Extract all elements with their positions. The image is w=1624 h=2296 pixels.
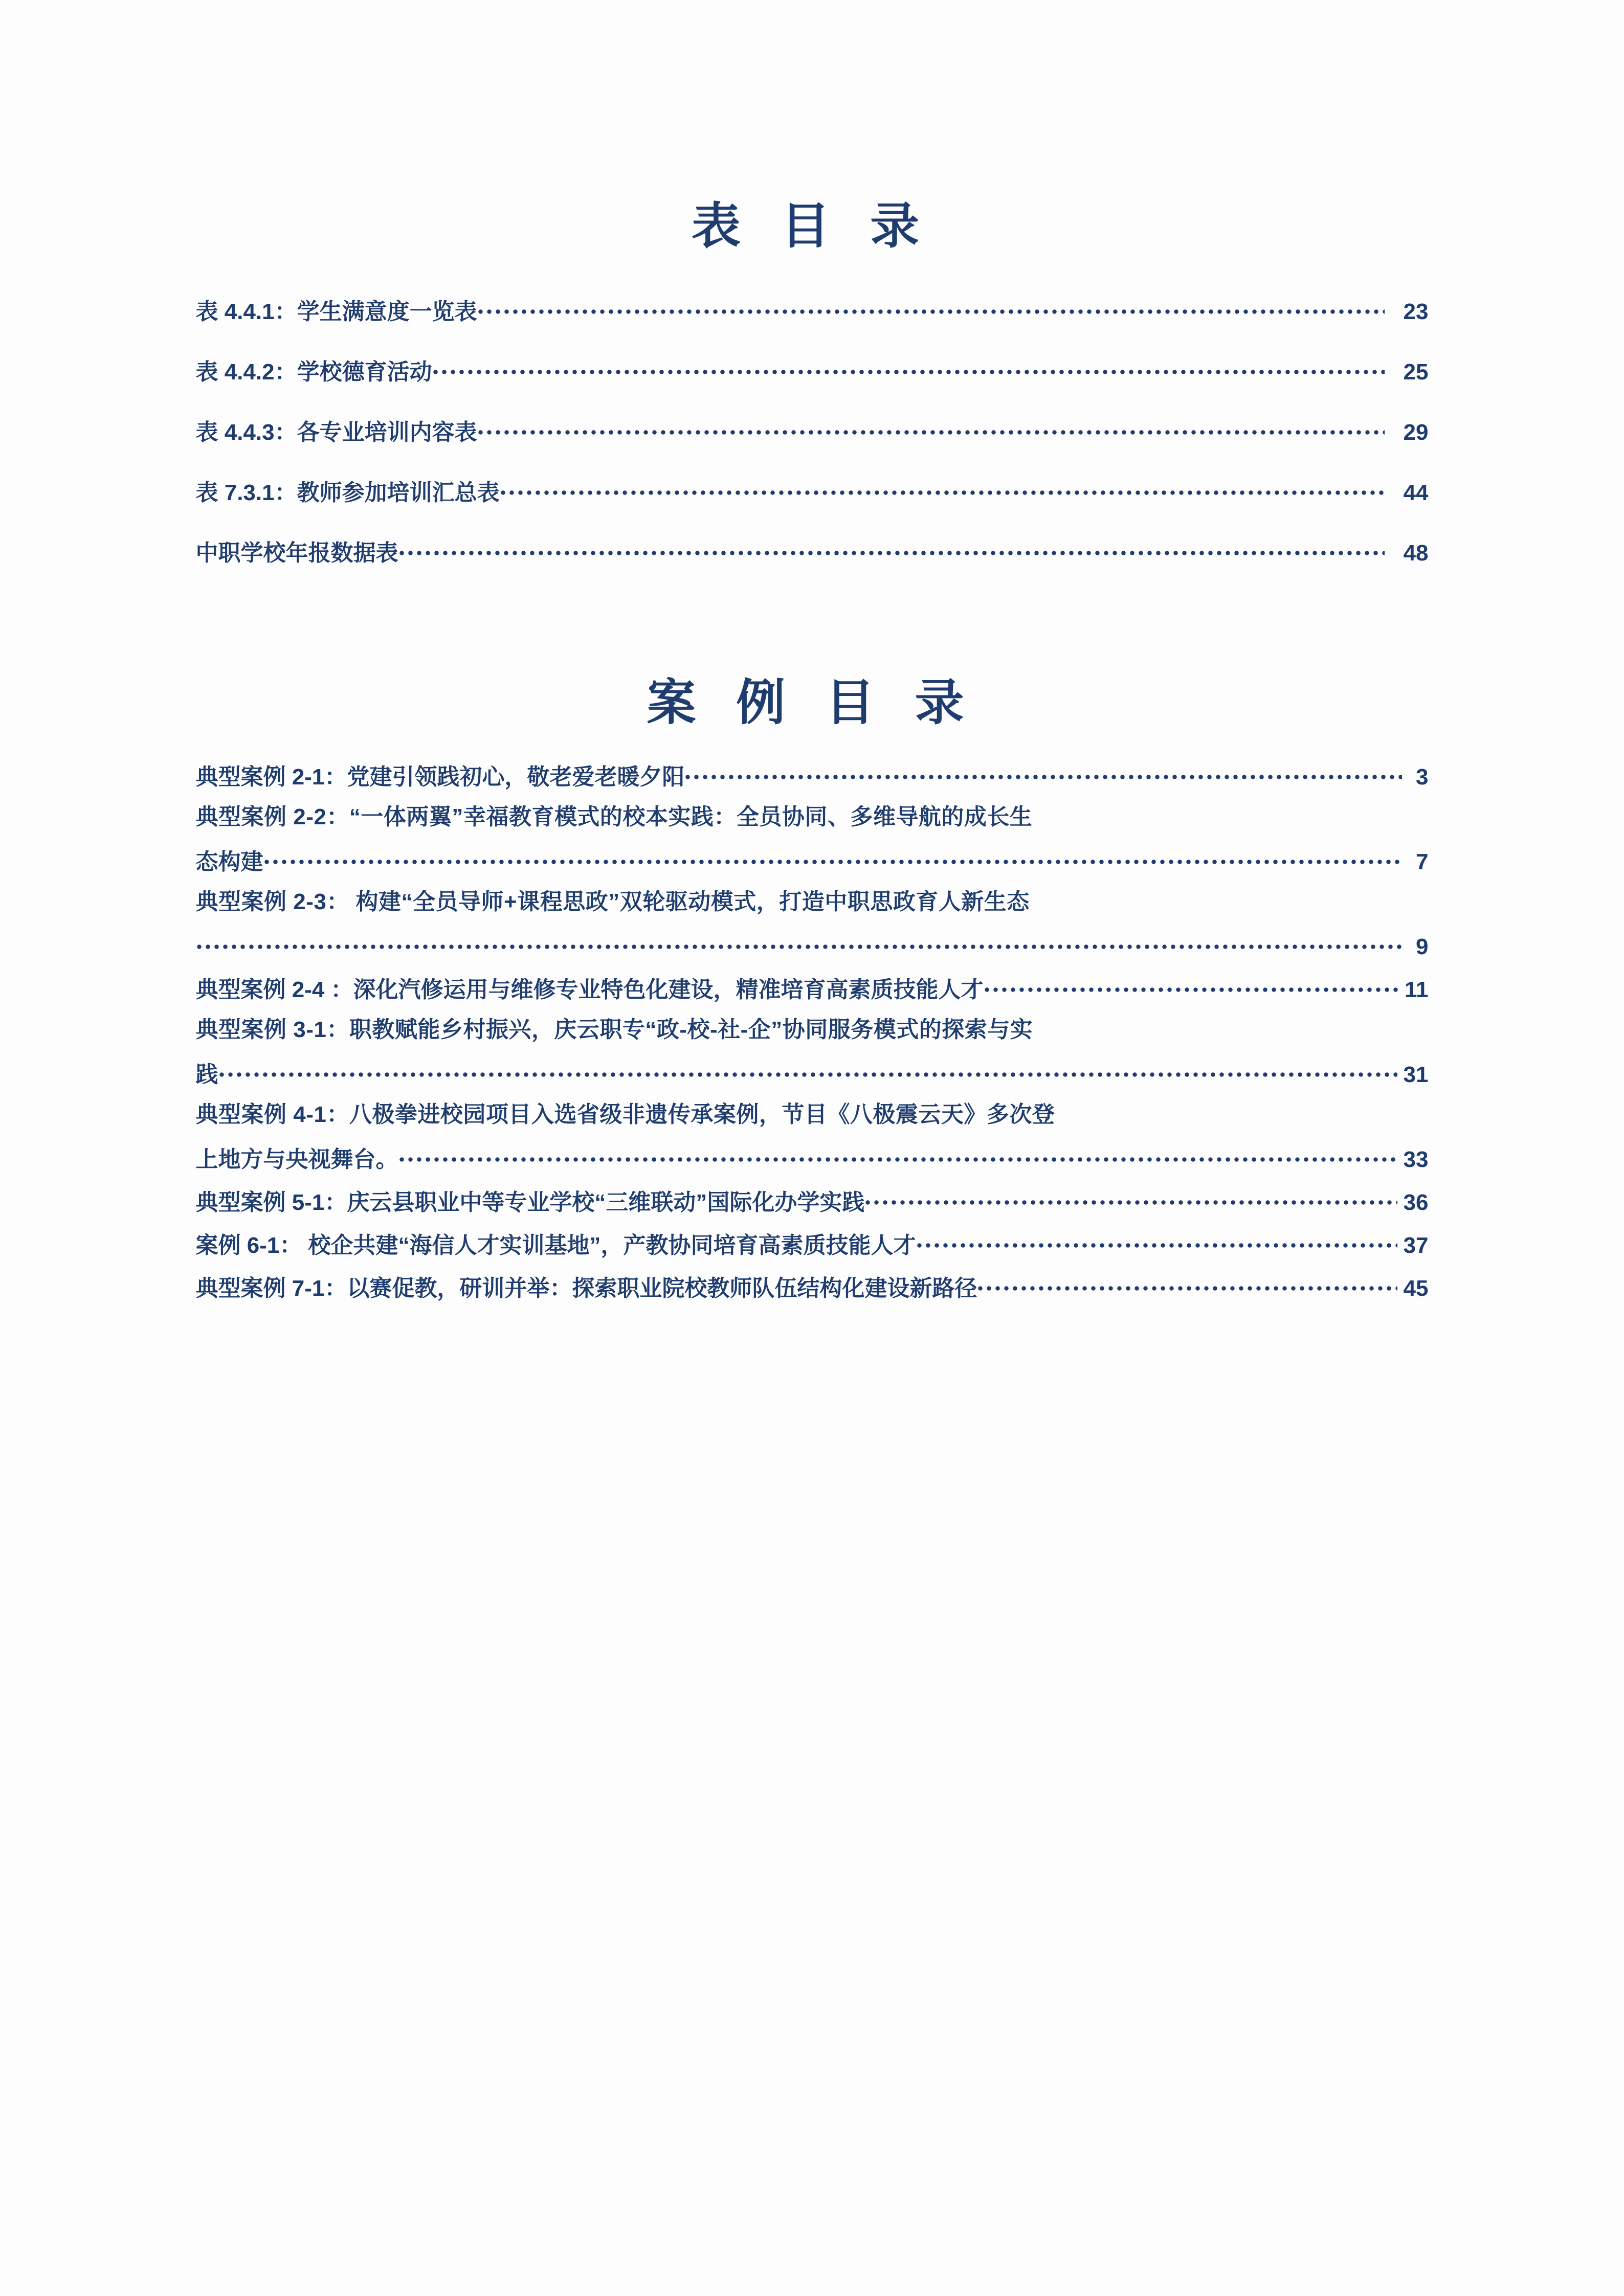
table-entry[interactable] <box>196 539 1429 565</box>
case-entry[interactable] <box>195 1101 1429 1172</box>
dot-leader <box>865 1188 1397 1211</box>
table-entry-label: 表 4.4.3：各专业培训内容表 <box>195 419 477 445</box>
case-entry-label-continued: 践 <box>195 1062 218 1087</box>
dot-leader <box>478 298 1385 320</box>
case-entry-label-continued: 态构建 <box>195 849 263 874</box>
table-entry[interactable] <box>196 298 1429 323</box>
case-entry-label: 典型案例 2-3： 构建“全员导师+课程思政”双轮驱动模式，打造中职思政育人新生态 <box>195 889 1030 914</box>
case-entry-label: 典型案例 2-1：党建引领践初心，敬老爱老暖夕阳 <box>195 764 685 790</box>
case-entry-line <box>196 806 1429 828</box>
case-entry-line-continued <box>196 1145 1429 1171</box>
case-entry-line <box>196 1188 1429 1214</box>
case-entry-label: 典型案例 2-2：“一体两翼”幸福教育模式的校本实践：全员协同、多维导航的成长生 <box>195 804 1033 829</box>
table-entry-page: 44 <box>1403 480 1429 505</box>
dot-leader <box>501 479 1385 501</box>
case-entry[interactable] <box>196 1274 1429 1300</box>
case-entry-page: 7 <box>1416 849 1429 874</box>
case-entry-page: 45 <box>1403 1275 1429 1301</box>
table-entry[interactable] <box>196 479 1429 504</box>
case-entry-line <box>195 1101 1429 1127</box>
case-entry-line <box>196 976 1429 1001</box>
case-entry[interactable] <box>196 806 1429 873</box>
table-entry-label: 表 7.3.1：教师参加培训汇总表 <box>195 480 500 505</box>
table-entry-line <box>196 479 1429 504</box>
case-entry[interactable] <box>196 1188 1429 1214</box>
case-entry-label: 典型案例 4-1：八极拳进校园项目入选省级非遗传承案例，节目《八极震云天》多次登 <box>195 1101 1055 1127</box>
dot-leader <box>917 1231 1397 1254</box>
table-entry-label: 表 4.4.1：学生满意度一览表 <box>195 299 477 324</box>
case-entry[interactable] <box>196 1019 1429 1086</box>
table-entry-page: 23 <box>1403 299 1429 324</box>
case-entry[interactable] <box>196 763 1429 789</box>
case-entry-line <box>196 763 1429 789</box>
table-entry-page: 48 <box>1403 540 1429 566</box>
table-entry-line <box>196 539 1429 565</box>
dot-leader <box>197 933 1402 955</box>
case-entry-page: 37 <box>1403 1232 1429 1258</box>
dot-leader <box>264 848 1402 870</box>
dot-leader <box>399 1145 1397 1168</box>
case-list-heading: 案 例 目 录 <box>647 675 977 730</box>
table-entry-line <box>196 358 1429 384</box>
case-entry-page: 31 <box>1403 1062 1429 1087</box>
dot-leader <box>978 1274 1397 1297</box>
table-entry-label: 表 4.4.2：学校德育活动 <box>195 359 432 385</box>
dot-leader <box>478 418 1385 441</box>
table-entry[interactable] <box>196 358 1429 384</box>
case-entry-label: 典型案例 5-1：庆云县职业中等专业学校“三维联动”国际化办学实践 <box>195 1189 865 1215</box>
case-entry[interactable] <box>196 1231 1429 1257</box>
case-entry-page: 3 <box>1416 764 1429 790</box>
case-entry-page: 36 <box>1403 1189 1429 1215</box>
table-entry-page: 29 <box>1403 419 1429 445</box>
case-entry-label: 典型案例 2-4 ：深化汽修运用与维修专业特色化建设，精准培育高素质技能人才 <box>195 977 984 1002</box>
table-entry-page: 25 <box>1403 359 1429 385</box>
case-entry[interactable] <box>196 891 1429 958</box>
dot-leader <box>399 539 1385 561</box>
case-entry-page: 9 <box>1416 934 1429 959</box>
case-entry-line-continued <box>196 848 1429 873</box>
case-entry-label: 案例 6-1： 校企共建“海信人才实训基地”，产教协同培育高素质技能人才 <box>195 1232 916 1258</box>
case-entry-label-continued: 上地方与央视舞台。 <box>195 1146 398 1172</box>
dot-leader <box>433 358 1385 380</box>
case-entry-label: 典型案例 7-1：以赛促教，研训并举：探索职业院校教师队伍结构化建设新路径 <box>195 1275 977 1301</box>
case-entry-line-continued <box>196 1061 1429 1086</box>
table-list-heading: 表 目 录 <box>691 199 933 254</box>
case-entry-page: 33 <box>1403 1146 1429 1172</box>
case-entry-line-continued <box>196 933 1429 958</box>
case-entry-line <box>196 1274 1429 1300</box>
table-entry-line <box>196 418 1429 444</box>
case-list <box>196 763 1429 1300</box>
case-entry[interactable] <box>196 976 1429 1001</box>
table-list <box>196 298 1429 565</box>
table-entry[interactable] <box>196 418 1429 444</box>
case-entry-line <box>196 1231 1429 1257</box>
table-entry-label: 中职学校年报数据表 <box>195 540 398 566</box>
case-entry-label: 典型案例 3-1：职教赋能乡村振兴，庆云职专“政-校-社-企”协同服务模式的探索与实 <box>195 1017 1033 1042</box>
dot-leader <box>685 763 1401 785</box>
case-entry-page: 11 <box>1404 977 1429 1002</box>
dot-leader <box>985 976 1398 998</box>
case-entry-line <box>196 1019 1429 1041</box>
table-entry-line <box>196 298 1429 323</box>
dot-leader <box>219 1061 1397 1083</box>
case-entry-line <box>196 891 1429 913</box>
